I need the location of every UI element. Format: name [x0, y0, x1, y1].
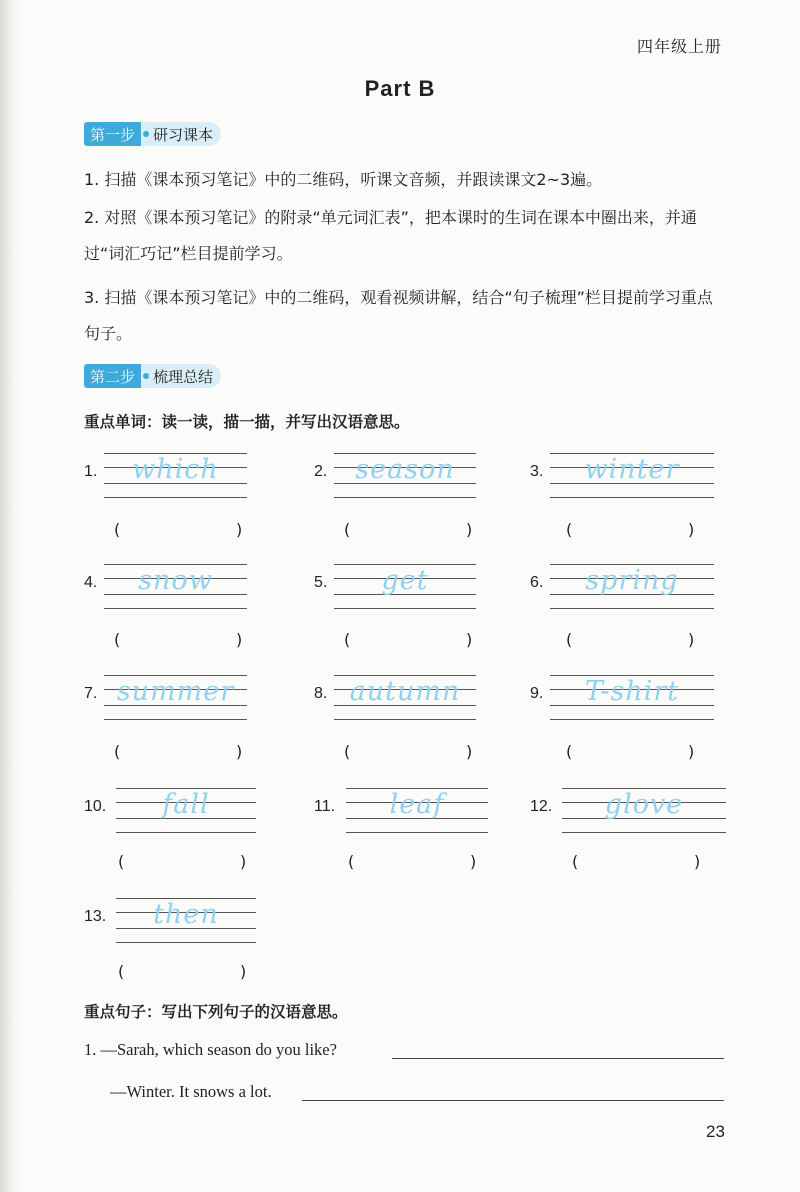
handwriting-lines[interactable]: [346, 786, 488, 834]
sentence-1-question-answer-line[interactable]: [392, 1058, 724, 1059]
grade-label: 四年级上册: [636, 37, 722, 56]
vocab-item-6: [530, 562, 714, 610]
meaning-answer-blank[interactable]: [114, 520, 246, 542]
vocab-heading: 重点单词：读一读，描一描，并写出汉语意思。: [84, 413, 410, 431]
meaning-answer-blank[interactable]: [348, 852, 480, 874]
vocab-item-11: [314, 786, 488, 834]
trace-word: fall: [116, 788, 256, 789]
writing-line: [346, 832, 488, 833]
open-paren: (: [344, 520, 351, 539]
page-binding-edge: [0, 0, 22, 1192]
handwriting-lines[interactable]: [116, 786, 256, 834]
handwriting-lines[interactable]: [550, 562, 714, 610]
vocab-number: 6.: [530, 574, 544, 591]
vocab-item-9: [530, 673, 714, 721]
writing-line: [104, 497, 247, 498]
close-paren: ): [466, 630, 473, 649]
open-paren: (: [566, 742, 573, 761]
trace-word: then: [116, 898, 256, 899]
meaning-answer-blank[interactable]: [344, 630, 476, 652]
handwriting-lines[interactable]: [334, 673, 476, 721]
vocab-number: 11.: [314, 798, 336, 815]
meaning-answer-blank[interactable]: [566, 520, 698, 542]
close-paren: ): [240, 962, 247, 981]
trace-word: which: [104, 453, 247, 454]
handwriting-lines[interactable]: [104, 451, 247, 499]
handwriting-lines[interactable]: [550, 451, 714, 499]
close-paren: ): [470, 852, 477, 871]
meaning-answer-blank[interactable]: [566, 630, 698, 652]
trace-word: spring: [550, 564, 714, 565]
sentence-1-question: 1. —Sarah, which season do you like?: [84, 1040, 337, 1059]
open-paren: (: [572, 852, 579, 871]
open-paren: (: [114, 630, 121, 649]
step1-label: 第一步: [84, 122, 141, 146]
open-paren: (: [114, 742, 121, 761]
vocab-item-2: [314, 451, 476, 499]
writing-line: [104, 719, 247, 720]
step1-item-3: 3. 扫描《课本预习笔记》中的二维码，观看视频讲解，结合“句子梳理”栏目提前学习重点句子。: [84, 288, 713, 343]
step-dot-icon: [141, 364, 151, 388]
vocab-number: 7.: [84, 685, 98, 702]
trace-word: winter: [550, 453, 714, 454]
open-paren: (: [566, 630, 573, 649]
open-paren: (: [118, 962, 125, 981]
vocab-item-5: [314, 562, 476, 610]
sentence-1-answer-line[interactable]: [302, 1100, 724, 1101]
handwriting-lines[interactable]: [550, 673, 714, 721]
handwriting-lines[interactable]: [334, 562, 476, 610]
handwriting-lines[interactable]: [104, 562, 247, 610]
writing-line: [562, 832, 726, 833]
trace-word: glove: [562, 788, 726, 789]
meaning-answer-blank[interactable]: [572, 852, 704, 874]
close-paren: ): [688, 630, 695, 649]
sentences-heading: 重点句子：写出下列句子的汉语意思。: [84, 1003, 348, 1021]
vocab-number: 2.: [314, 463, 328, 480]
step1-name: 研习课本: [151, 122, 221, 146]
close-paren: ): [694, 852, 701, 871]
trace-word: snow: [104, 564, 247, 565]
vocab-number: 5.: [314, 574, 328, 591]
close-paren: ): [240, 852, 247, 871]
open-paren: (: [348, 852, 355, 871]
close-paren: ): [236, 520, 243, 539]
step1-item-1: 1. 扫描《课本预习笔记》中的二维码，听课文音频，并跟读课文2~3遍。: [84, 170, 603, 189]
open-paren: (: [118, 852, 125, 871]
close-paren: ): [688, 742, 695, 761]
trace-word: T-shirt: [550, 675, 714, 676]
vocab-item-3: [530, 451, 714, 499]
close-paren: ): [466, 520, 473, 539]
trace-word: season: [334, 453, 476, 454]
trace-word: get: [334, 564, 476, 565]
vocab-number: 10.: [84, 798, 107, 815]
trace-word: autumn: [334, 675, 476, 676]
page-title: Part B: [364, 76, 436, 101]
step2-badge: [84, 364, 221, 388]
handwriting-lines[interactable]: [116, 896, 256, 944]
step2-name: 梳理总结: [151, 364, 221, 388]
writing-line: [334, 719, 476, 720]
meaning-answer-blank[interactable]: [118, 962, 250, 984]
open-paren: (: [114, 520, 121, 539]
handwriting-lines[interactable]: [334, 451, 476, 499]
meaning-answer-blank[interactable]: [344, 742, 476, 764]
open-paren: (: [344, 630, 351, 649]
meaning-answer-blank[interactable]: [118, 852, 250, 874]
handwriting-lines[interactable]: [104, 673, 247, 721]
vocab-item-10: [84, 786, 256, 834]
close-paren: ): [236, 630, 243, 649]
vocab-number: 4.: [84, 574, 98, 591]
vocab-number: 9.: [530, 685, 544, 702]
vocab-number: 12.: [530, 798, 553, 815]
meaning-answer-blank[interactable]: [114, 742, 246, 764]
step1-item-2: 2. 对照《课本预习笔记》的附录“单元词汇表”，把本课时的生词在课本中圈出来，并通过“词汇巧记”栏目提前学习。: [84, 208, 697, 263]
step2-label: 第二步: [84, 364, 141, 388]
vocab-item-8: [314, 673, 476, 721]
writing-line: [550, 608, 714, 609]
close-paren: ): [466, 742, 473, 761]
step-dot-icon: [141, 122, 151, 146]
page-number: 23: [706, 1122, 725, 1141]
open-paren: (: [566, 520, 573, 539]
meaning-answer-blank[interactable]: [114, 630, 246, 652]
vocab-number: 13.: [84, 908, 107, 925]
close-paren: ): [688, 520, 695, 539]
writing-line: [550, 497, 714, 498]
vocab-item-4: [84, 562, 247, 610]
vocab-item-1: [84, 451, 247, 499]
trace-word: leaf: [346, 788, 488, 789]
writing-line: [116, 942, 256, 943]
vocab-number: 8.: [314, 685, 328, 702]
vocab-number: 1.: [84, 463, 98, 480]
meaning-answer-blank[interactable]: [566, 742, 698, 764]
vocab-number: 3.: [530, 463, 544, 480]
sentence-1-answer: —Winter. It snows a lot.: [110, 1082, 272, 1101]
vocab-item-7: [84, 673, 247, 721]
open-paren: (: [344, 742, 351, 761]
close-paren: ): [236, 742, 243, 761]
vocab-item-12: [530, 786, 726, 834]
handwriting-lines[interactable]: [562, 786, 726, 834]
vocab-item-13: [84, 896, 256, 944]
meaning-answer-blank[interactable]: [344, 520, 476, 542]
writing-line: [104, 608, 247, 609]
writing-line: [334, 608, 476, 609]
writing-line: [334, 497, 476, 498]
writing-line: [550, 719, 714, 720]
writing-line: [116, 832, 256, 833]
trace-word: summer: [104, 675, 247, 676]
step1-badge: [84, 122, 221, 146]
